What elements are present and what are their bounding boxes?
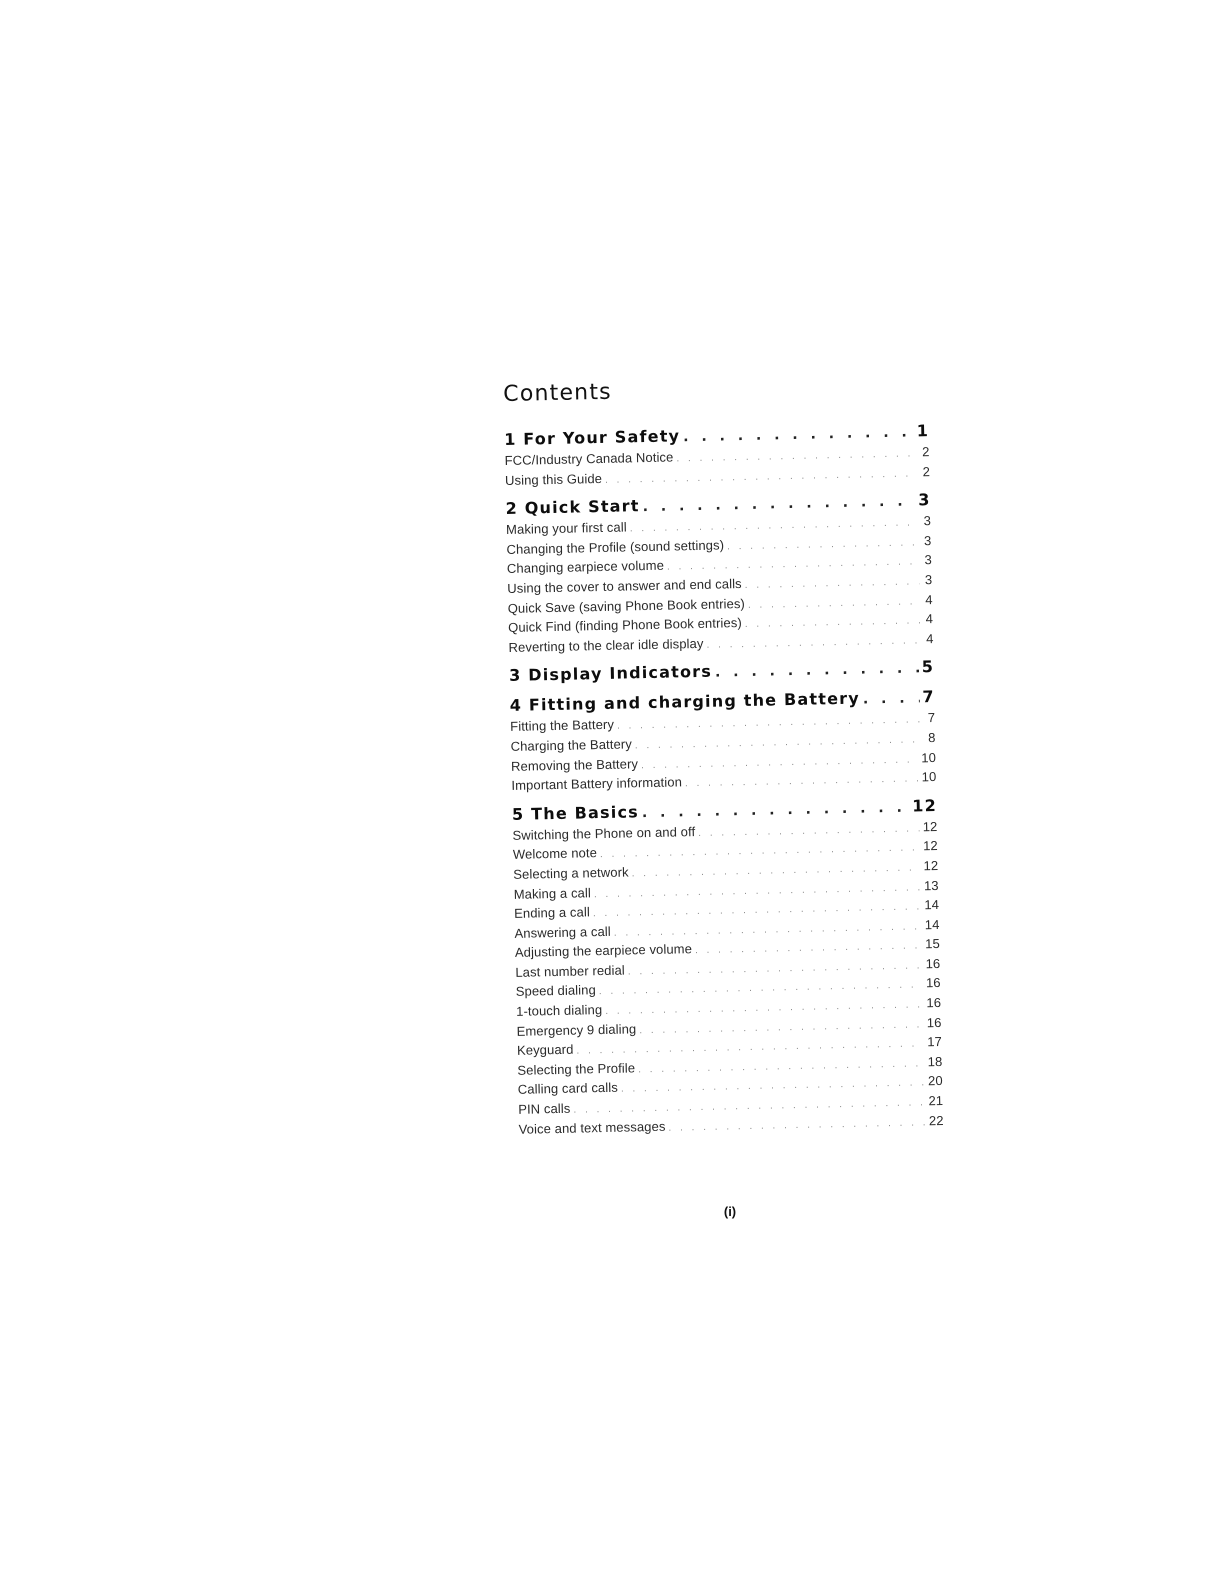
entry-page-number: 4 — [925, 611, 934, 627]
chapter-page-number: 7 — [922, 687, 935, 707]
toc-section — [505, 489, 933, 657]
entry-title: Making a call — [513, 884, 592, 902]
chapter-page-number: 1 — [916, 421, 930, 441]
toc-section — [504, 420, 930, 490]
chapter-page-number: 3 — [918, 490, 931, 510]
entry-title: Switching the Phone on and off — [512, 823, 696, 843]
entry-title: Using the cover to answer and end calls — [507, 576, 742, 596]
entry-title: Fitting the Battery — [510, 717, 615, 735]
toc-section — [509, 656, 934, 687]
dot-leader — [706, 631, 920, 655]
entry-page-number: 20 — [927, 1073, 943, 1089]
entry-page-number: 8 — [928, 729, 936, 746]
toc-sections — [504, 420, 944, 1139]
entry-page-number: 4 — [925, 630, 934, 646]
entry-page-number: 13 — [923, 877, 939, 893]
dot-leader — [685, 770, 919, 794]
entry-page-number: 14 — [924, 916, 940, 932]
entry-page-number: 18 — [927, 1053, 943, 1070]
entry-page-number: 2 — [922, 463, 931, 479]
chapter-title: 1 For Your Safety — [504, 426, 681, 449]
entry-page-number: 4 — [925, 591, 933, 607]
dot-leader — [605, 464, 917, 490]
entry-page-number: 12 — [923, 857, 939, 874]
entry-page-number: 2 — [922, 444, 930, 460]
entry-title: Quick Save (saving Phone Book entries) — [507, 595, 746, 616]
entry-page-number: 16 — [925, 955, 941, 972]
entry-page-number: 16 — [926, 995, 942, 1011]
entry-title: Selecting the Profile — [517, 1060, 636, 1078]
entry-page-number: 10 — [921, 749, 937, 765]
entry-page-number: 7 — [927, 710, 936, 726]
entry-page-number: 21 — [928, 1092, 944, 1109]
entry-title: PIN calls — [518, 1100, 571, 1117]
entry-title: Welcome note — [512, 845, 598, 863]
entry-page-number: 12 — [922, 818, 938, 835]
chapter-page-number: 5 — [921, 657, 935, 677]
entry-title: Charging the Battery — [510, 736, 632, 754]
chapter-heading — [509, 656, 934, 687]
entry-title: Ending a call — [513, 904, 591, 921]
table-of-contents — [503, 373, 944, 1147]
entry-page-number: 3 — [924, 552, 932, 568]
entry-title: Making your first call — [505, 519, 627, 538]
entry-page-number: 3 — [923, 513, 932, 529]
entry-title: Voice and text messages — [518, 1118, 666, 1137]
entry-title: Changing the Profile (sound settings) — [506, 537, 725, 557]
entry-page-number: 15 — [925, 936, 941, 952]
entry-title: Adjusting the earpiece volume — [514, 941, 693, 961]
entry-page-number: 16 — [925, 975, 941, 991]
entry-title: 1-touch dialing — [516, 1002, 603, 1019]
entry-title: Changing earpiece volume — [506, 558, 665, 577]
entry-title: Keyguard — [516, 1041, 574, 1059]
page-number: (i) — [723, 1204, 737, 1219]
entry-title: Calling card calls — [517, 1080, 619, 1098]
chapter-title: 2 Quick Start — [505, 496, 640, 519]
chapter-title: 5 The Basics — [511, 801, 640, 824]
toc-section — [510, 686, 937, 795]
entry-page-number: 14 — [924, 897, 940, 913]
entry-title: Removing the Battery — [510, 755, 639, 774]
toc-section — [512, 795, 944, 1139]
dot-leader — [863, 688, 920, 711]
entry-page-number: 3 — [924, 572, 933, 588]
entry-title: Quick Find (finding Phone Book entries) — [507, 615, 742, 636]
entry-title: Important Battery information — [511, 774, 683, 794]
entry-title: Last number redial — [515, 962, 625, 980]
contents-title: Contents — [503, 379, 613, 407]
entry-title: Emergency 9 dialing — [516, 1021, 637, 1039]
entry-page-number: 12 — [922, 838, 938, 854]
entry-title: Answering a call — [514, 923, 611, 941]
chapter-title: 4 Fitting and charging the Battery — [509, 688, 861, 716]
entry-title: Reverting to the clear idle display — [508, 635, 704, 655]
entry-page-number: 17 — [927, 1034, 943, 1050]
entry-title: FCC/Industry Canada Notice — [504, 449, 674, 468]
entry-title: Using this Guide — [504, 470, 603, 488]
chapter-page-number: 12 — [912, 795, 938, 816]
entry-page-number: 10 — [921, 769, 937, 785]
entry-page-number: 3 — [923, 532, 932, 548]
dot-leader — [668, 1113, 926, 1138]
dot-leader — [715, 658, 919, 684]
entry-page-number: 22 — [928, 1112, 944, 1128]
chapter-title: 3 Display Indicators — [508, 662, 713, 686]
entry-title: Selecting a network — [513, 864, 629, 882]
entry-page-number: 16 — [926, 1014, 942, 1030]
entry-title: Speed dialing — [515, 982, 597, 1000]
